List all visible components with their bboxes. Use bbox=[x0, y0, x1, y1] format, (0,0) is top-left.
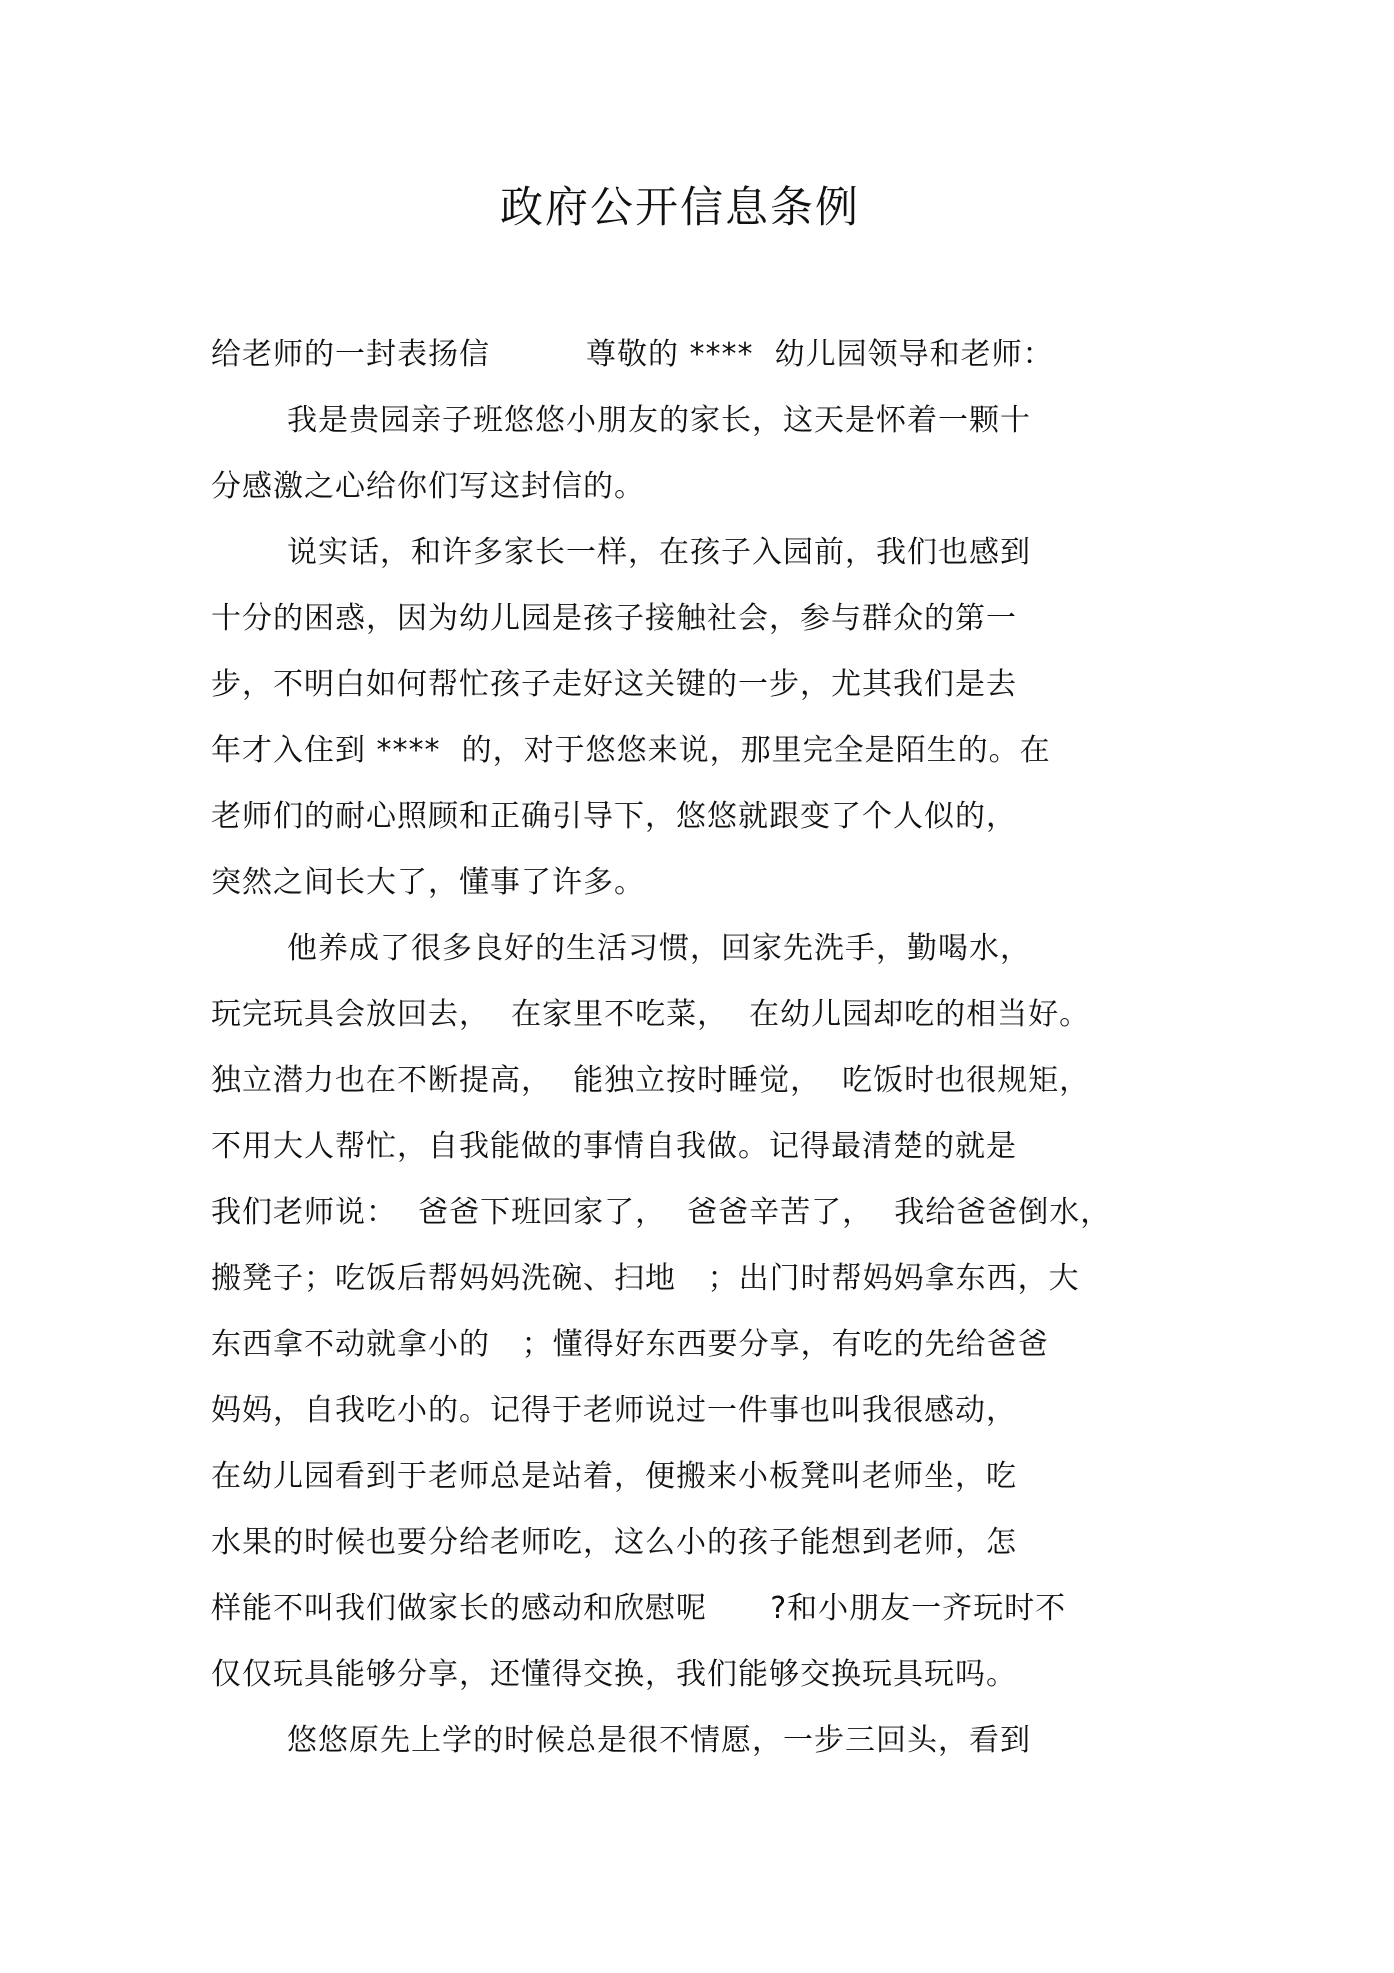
text-line bbox=[211, 322, 1211, 388]
text-line-content: 仅仅玩具能够分享，还懂得交换，我们能够交换玩具玩吗。 bbox=[211, 1657, 1017, 1692]
text-line bbox=[211, 1114, 1211, 1180]
text-line bbox=[211, 1510, 1211, 1576]
letter-body bbox=[211, 322, 1211, 1774]
text-line bbox=[211, 916, 1211, 982]
text-line bbox=[211, 1576, 1211, 1642]
text-line-content: 水果的时候也要分给老师吃，这么小的孩子能想到老师，怎 bbox=[211, 1525, 1017, 1560]
salutation: 尊敬的 **** 幼儿园领导和老师： bbox=[586, 337, 1054, 372]
text-line-content: 老师们的耐心照顾和正确引导下，悠悠就跟变了个人似的， bbox=[211, 799, 1017, 834]
page-title: 政府公开信息条例 bbox=[500, 183, 860, 233]
text-line-content: 他养成了很多良好的生活习惯，回家先洗手，勤喝水， bbox=[287, 931, 1031, 966]
text-line-content: 不用大人帮忙，自我能做的事情自我做。记得最清楚的就是 bbox=[211, 1129, 1017, 1164]
text-line bbox=[211, 1180, 1211, 1246]
text-line-content: 分感激之心给你们写这封信的。 bbox=[211, 469, 645, 504]
text-line bbox=[211, 1378, 1211, 1444]
text-line-content: 十分的困惑，因为幼儿园是孩子接触社会，参与群众的第一 bbox=[211, 601, 1017, 636]
text-line-content: 妈妈，自我吃小的。记得于老师说过一件事也叫我很感动， bbox=[211, 1393, 1017, 1428]
text-line bbox=[211, 652, 1211, 718]
text-line bbox=[211, 1246, 1211, 1312]
text-line bbox=[211, 850, 1211, 916]
text-line bbox=[211, 1642, 1211, 1708]
text-line-content: 独立潜力也在不断提高， 能独立按时睡觉， 吃饭时也很规矩， bbox=[211, 1063, 1091, 1098]
text-line-content: 搬凳子；吃饭后帮妈妈洗碗、扫地 ；出门时帮妈妈拿东西，大 bbox=[211, 1261, 1080, 1296]
text-line-content: 悠悠原先上学的时候总是很不情愿，一步三回头，看到 bbox=[287, 1723, 1031, 1758]
text-line bbox=[211, 784, 1211, 850]
text-line-content: 年才入住到 **** 的，对于悠悠来说，那里完全是陌生的。在 bbox=[211, 733, 1051, 768]
text-line-content: 玩完玩具会放回去， 在家里不吃菜， 在幼儿园却吃的相当好。 bbox=[211, 997, 1091, 1032]
text-line bbox=[211, 1708, 1211, 1774]
text-line-content: 步，不明白如何帮忙孩子走好这关键的一步，尤其我们是去 bbox=[211, 667, 1017, 702]
text-line bbox=[211, 454, 1211, 520]
text-line-content: 东西拿不动就拿小的 ；懂得好东西要分享，有吃的先给爸爸 bbox=[211, 1327, 1049, 1362]
text-line bbox=[211, 1444, 1211, 1510]
text-line bbox=[211, 718, 1211, 784]
text-line-content: 在幼儿园看到于老师总是站着，便搬来小板凳叫老师坐，吃 bbox=[211, 1459, 1017, 1494]
text-line bbox=[211, 1312, 1211, 1378]
text-line bbox=[211, 586, 1211, 652]
text-line-content: 突然之间长大了，懂事了许多。 bbox=[211, 865, 645, 900]
text-line-content: 给老师的一封表扬信 bbox=[211, 337, 490, 372]
text-line bbox=[211, 388, 1211, 454]
text-line-content: 我是贵园亲子班悠悠小朋友的家长，这天是怀着一颗十 bbox=[287, 403, 1031, 438]
text-line bbox=[211, 520, 1211, 586]
text-line-content: 样能不叫我们做家长的感动和欣慰呢 ?和小朋友一齐玩时不 bbox=[211, 1591, 1067, 1626]
text-line-content: 我们老师说： 爸爸下班回家了， 爸爸辛苦了， 我给爸爸倒水， bbox=[211, 1195, 1112, 1230]
text-line bbox=[211, 982, 1211, 1048]
text-line bbox=[211, 1048, 1211, 1114]
text-line-content: 说实话，和许多家长一样，在孩子入园前，我们也感到 bbox=[287, 535, 1031, 570]
